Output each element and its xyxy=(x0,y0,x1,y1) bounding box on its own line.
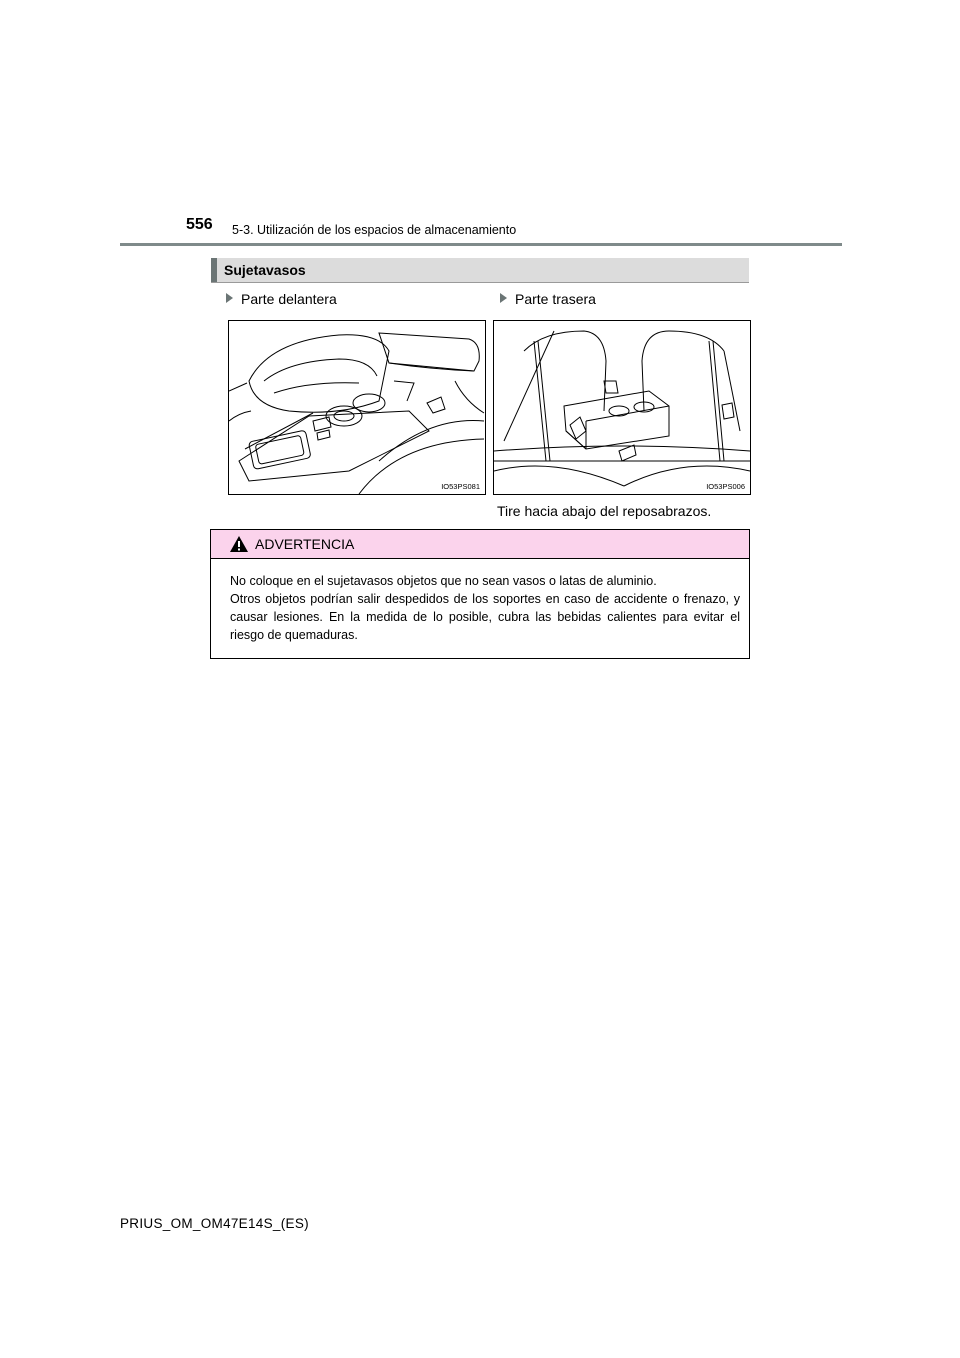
figure-caption-front-label: Parte delantera xyxy=(241,291,337,307)
rear-armrest-illustration xyxy=(494,321,750,494)
page-number: 556 xyxy=(186,216,213,233)
document-id: PRIUS_OM_OM47E14S_(ES) xyxy=(120,1216,309,1231)
triangle-bullet-icon xyxy=(500,293,507,303)
figure-caption-rear-label: Parte trasera xyxy=(515,291,596,307)
warning-title: ADVERTENCIA xyxy=(255,536,355,552)
warning-text-line2: Otros objetos podrían salir despedidos de los soportes en caso de accidente o frenazo, y causar lesiones. En la medida de lo posible, cubra las bebidas calientes para evitar el riesgo de quemaduras. xyxy=(230,592,740,642)
warning-header xyxy=(211,530,749,559)
chapter-title: 5-3. Utilización de los espacios de almacenamiento xyxy=(232,223,517,237)
section-title: Sujetavasos xyxy=(224,262,306,278)
figure-code-rear: IO53PS006 xyxy=(706,482,745,491)
warning-triangle-icon xyxy=(229,535,249,553)
section-accent xyxy=(211,258,217,282)
figure-caption-rear xyxy=(500,291,596,307)
warning-text-line1: No coloque en el sujetavasos objetos que no sean vasos o latas de aluminio. xyxy=(230,574,657,588)
triangle-bullet-icon xyxy=(226,293,233,303)
figure-rear-armrest xyxy=(493,320,751,495)
warning-box xyxy=(210,529,750,659)
figure-caption-front xyxy=(226,291,337,307)
front-console-illustration xyxy=(229,321,485,494)
section-heading-bar xyxy=(211,258,749,283)
warning-body xyxy=(230,572,740,644)
figure-front-cupholder xyxy=(228,320,486,495)
header-divider xyxy=(120,243,842,246)
figure-code-front: IO53PS081 xyxy=(441,482,480,491)
instruction-text: Tire hacia abajo del reposabrazos. xyxy=(497,503,712,519)
